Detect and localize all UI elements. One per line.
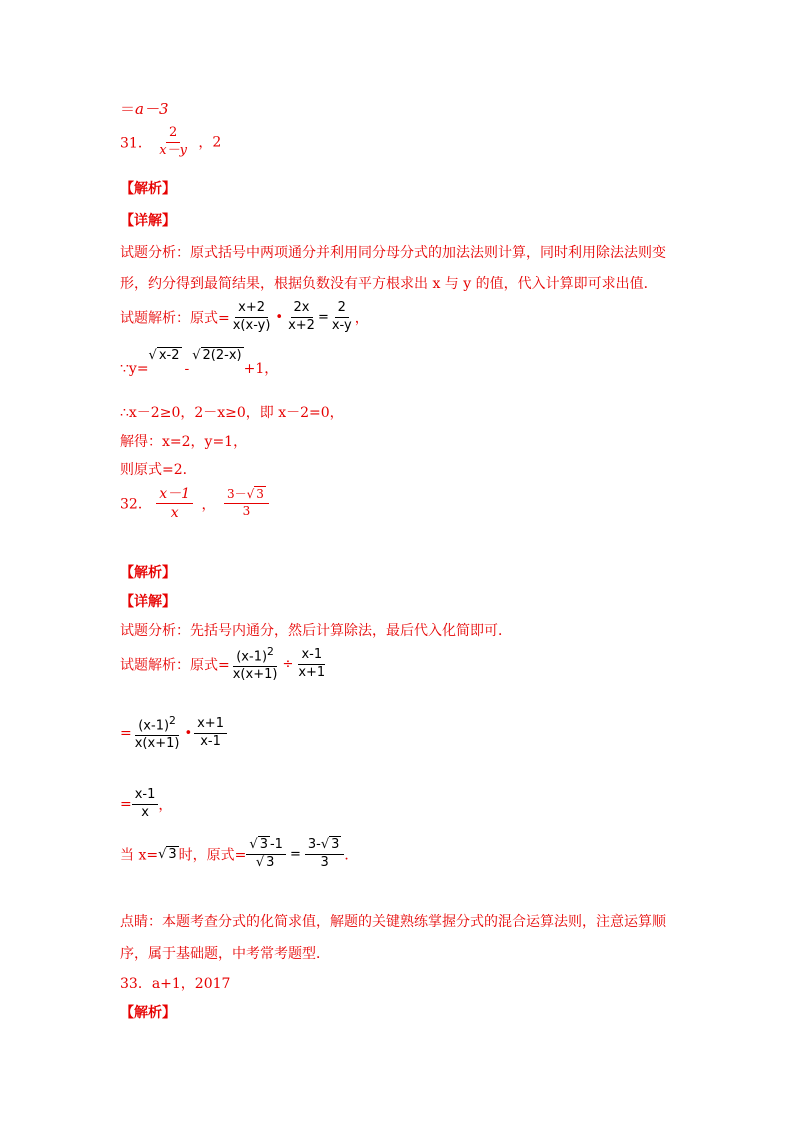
therefore-line: ∴x－2≥0，2－x≥0，即 x－2=0， [120,405,344,421]
comment-line-1: 点睛：本题考查分式的化简求值，解题的关键熟练掌握分式的混合运算法则，注意运算顺 [120,914,666,930]
tag-jiexi: 【解析】 [120,181,176,197]
question-number: 31． [120,135,152,152]
comment-line-2: 序，属于基础题，中考常考题型． [120,946,330,962]
question-33-answer: 33．a+1，2017 [120,976,231,992]
result-line: 则原式=2． [120,462,197,478]
analysis-line-2: 形，约分得到最简结果，根据负数没有平方根求出 x 与 y 的值，代入计算即可求出值． [120,276,658,292]
analysis-32: 试题分析：先括号内通分，然后计算除法，最后代入化简即可． [120,623,512,639]
solution-32-step1: 试题解析：原式= $\frac{(x-1)^2}{x(x+1)}$ ÷ $\frac{x-1}{x+1}$ [120,645,326,683]
solution-31: 试题解析：原式= $\frac{x+2}{x(x-y)}$ • $\frac{2x}{x+2}$ = $\frac{2}{x-y}$ ， [120,300,369,333]
solve-line: 解得：x=2，y=1， [120,434,248,450]
tag-jiexi-32: 【解析】 [120,565,176,581]
tag-xiangjie: 【详解】 [120,213,176,229]
question-number: 32． [120,496,152,513]
answer-fraction: $\frac{2}{x-y}$ [159,125,187,158]
question-32-answer: 32． $\frac{x-1}{x}$ ， $\frac{3-√ 3}{3}$ [120,486,269,521]
substitution-line: 当 x=√ 3 时，原式= $\frac{√ 3 -1}{√ 3}$ = $\frac{3-√ 3}{3}$ ． [120,837,359,870]
since-y-line: ∵y=√ x-2-√ 2(2-x)+1， [120,348,279,377]
formula-image-31: $\frac{x+2}{x(x-y)}$ • $\frac{2x}{x+2}$ = $\frac{2}{x-y}$ [232,300,352,333]
solution-32-step3: = $\frac{x-1}{x}$ ， [120,787,173,820]
analysis-line-1: 试题分析：原式括号中两项通分并利用同分母分式的加法法则计算，同时利用除法法则变 [120,245,666,261]
answer-line-a-minus-3: ＝a－3 [120,100,169,118]
tag-xiangjie-32: 【详解】 [120,594,176,610]
tag-jiexi-33: 【解析】 [120,1005,176,1021]
question-31-answer: 31． $\frac{2}{x-y}$ ，2 [120,125,222,158]
solution-32-step2: = $\frac{(x-1)^2}{x(x+1)}$ • $\frac{x+1}{x-1}$ [120,715,227,752]
